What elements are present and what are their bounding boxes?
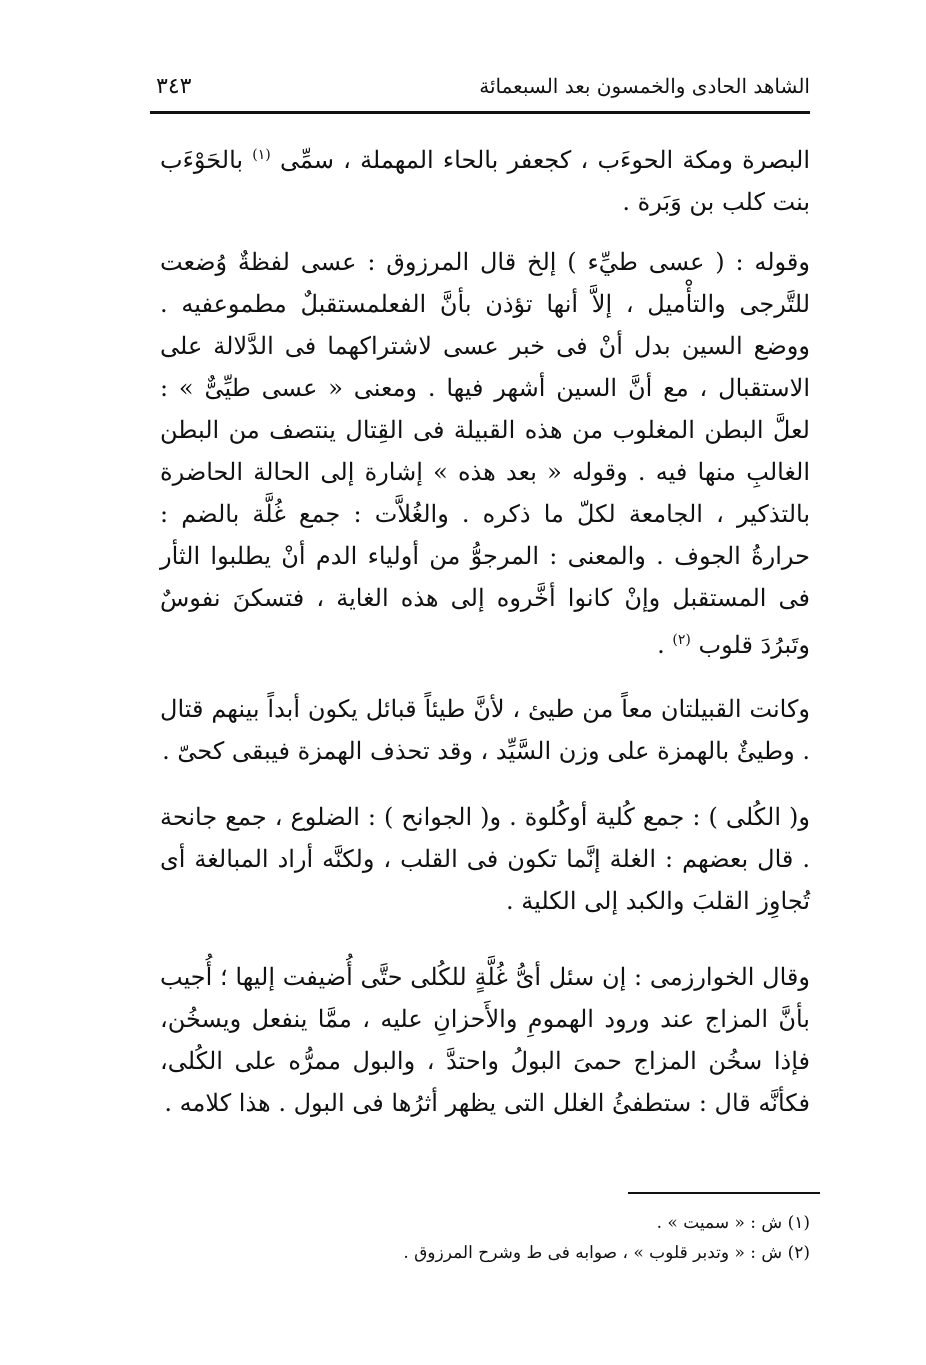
running-head: الشاهد الحادى والخمسون بعد السبعمائة <box>479 74 810 98</box>
paragraph <box>160 134 810 223</box>
page-header <box>150 68 810 114</box>
footnote-1: (١) ش : « سميت » . <box>656 1213 810 1233</box>
footnote-rule <box>628 1192 820 1194</box>
paragraph-text: . <box>657 631 665 659</box>
paragraph <box>160 241 810 666</box>
footnotes <box>300 1208 810 1268</box>
footnote-ref-1: (١) <box>252 147 271 163</box>
paragraph-text: وقوله : ( عسى طيِّء ) إلخ قال المرزوق : عسى لفظةٌ وُضعت للتَّرجى والتأْميل ، إلاَّ أنها تؤذن بأنَّ الفعلمستقبلٌ مطموعفيه . ووضع السين بدل أنْ فى خبر عسى لاشتراكهما فى الدَّلالة على الاستقبال ، مع أنَّ السين أشهر فيها . ومعنى « عسى طيِّىٌّ » : لعلَّ البطن المغلوب من هذه القبيلة فى القِتال ينتصف من البطن الغالبِ منها فيه . وقوله « بعد هذه » إشارة إلى الحالة الحاضرة بالتذكير ، الجامعة لكلّ ما ذكره . والغُلاَّت : جمع غُلَّة بالضم : حرارةُ الجوف . والمعنى : المرجوُّ من أولياء الدم أنْ يطلبوا الثأر فى المستقبل وإنْ كانوا أخَّروه إلى هذه الغاية ، فتسكنَ نفوسٌ وتَبرُدَ قلوب <box>160 248 810 659</box>
paragraph: وكانت القبيلتان معاً من طيئ ، لأنَّ طيئاً قبائل يكون أبداً بينهم قتال . وطيئٌ بالهمزة على وزن السَّيِّد ، وقد تحذف الهمزة فيبقى كحىّ . <box>160 695 810 765</box>
paragraph: وقال الخوارزمى : إن سئل أىُّ غُلَّةٍ للكُلى حتَّى أُضيفت إليها ؛ أُجيب بأنَّ المزاج عند ورود الهمومِ والأَحزانِ عليه ، ممَّا ينفعل ويسخُن، فإذا سخُن المزاج حمىَ البولُ واحتدَّ ، والبول ممرُّه على الكُلى، فكأنَّه قال : ستطفئُ الغلل التى يظهر أثرُها فى البول . هذا كلامه . <box>160 963 810 1117</box>
paragraph: و( الكُلى ) : جمع كُلية أوكُلوة . و( الجوانح ) : الضلوع ، جمع جانحة . قال بعضهم : الغلة إنَّما تكون فى القلب ، ولكنَّه أراد المبالغة أى تُجاوِز القلبَ والكبد إلى الكلية . <box>160 803 810 915</box>
page-number: ٣٤٣ <box>156 74 192 99</box>
paragraph-text: البصرة ومكة الحوءَب ، كجعفر بالحاء المهملة ، سمِّى <box>279 146 810 174</box>
body-text <box>160 134 810 1124</box>
footnote-ref-2: (٢) <box>672 632 691 648</box>
footnote-2: (٢) ش : « وتدبر قلوب » ، صوابه فى ط وشرح المرزوق . <box>403 1243 810 1263</box>
paragraph-text: بالحَوْءَب بنت كلب بن وَبَرة . <box>160 146 810 216</box>
header-rule <box>150 111 810 114</box>
